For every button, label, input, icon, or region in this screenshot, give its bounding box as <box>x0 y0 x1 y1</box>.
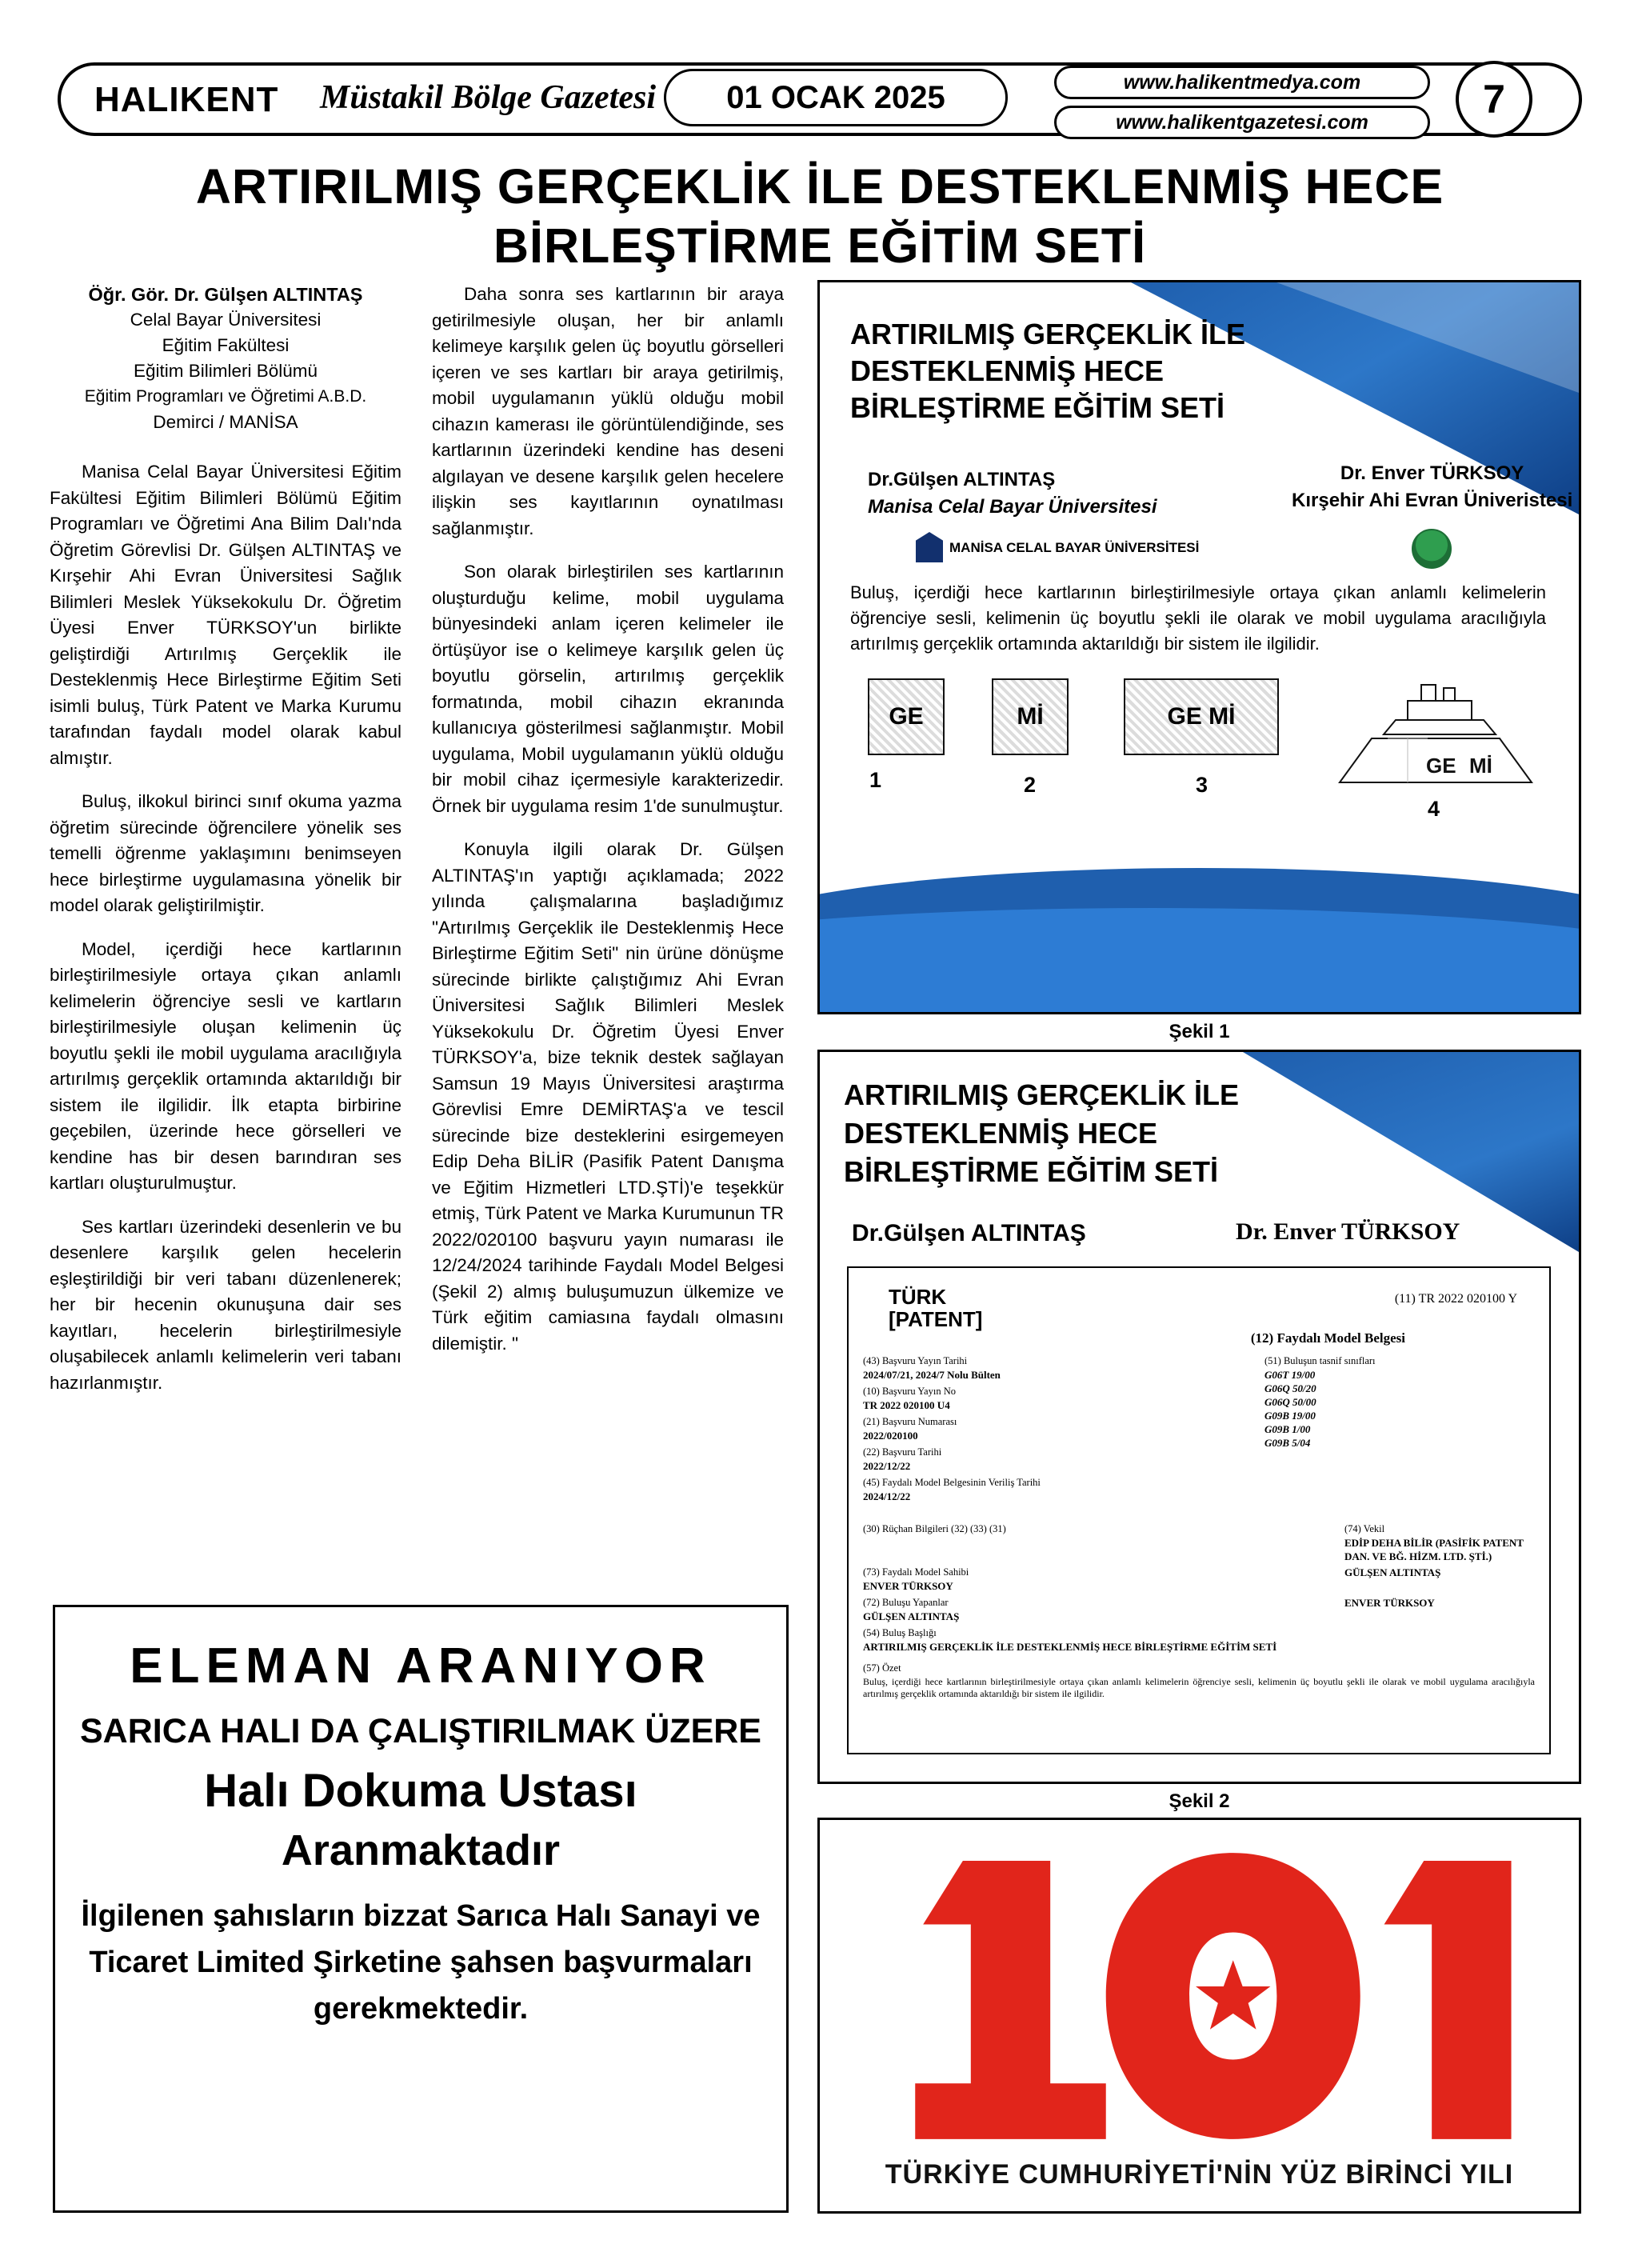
star-icon <box>1196 1960 1270 2029</box>
patent-abstract: Buluş, içerdiği hece kartlarının birleştirilmesiyle ortaya çıkan anlamlı kelimelerin öğrenciye sesli, kelimenin üç boyutlu şekli ile olarak ve mobil uygulama aracılığıyla artırılmış gerçeklik ortamında aktarıldığı bir sistem ile ilgilidir. <box>863 1676 1535 1699</box>
patent-field-label: (21) Başvuru Numarası <box>863 1416 957 1427</box>
ad-body-text: İlgilenen şahısların bizzat Sarıca Halı Sanayi ve Ticaret Limited Şirketine şahsen başvurmaları gerekmektedir. <box>81 1899 761 2026</box>
turk-patent-logo-line-1: TÜRK <box>889 1285 947 1309</box>
digit-one-left <box>915 1861 1105 2139</box>
ship-illustration-number: 4 <box>1428 797 1440 821</box>
patent-field-label: (73) Faydalı Model Sahibi <box>863 1566 969 1578</box>
manisa-university-logo <box>916 532 1199 562</box>
newspaper-title: HALIKENT <box>94 80 279 119</box>
figure-1-author-left-institution: Manisa Celal Bayar Üniversitesi <box>868 496 1157 518</box>
issue-date: 01 OCAK 2025 <box>664 69 1008 126</box>
syllable-card-3: GE Mİ <box>1124 678 1279 755</box>
byline-line-3: Eğitim Fakültesi <box>162 335 290 355</box>
figure-1-card-row <box>852 678 1556 838</box>
syllable-card-3-number: 3 <box>1196 773 1209 797</box>
article-paragraph: Buluş, ilkokul birinci sınıf okuma yazma öğretim sürecinde öğrencilere yönelik ses temelli öğrenme yaklaşımını benimseyen hece birleştirme uygulamasına yönelik bir model olarak geliştirilmiştir. <box>50 791 402 915</box>
patent-class-value: G09B 5/04 <box>1264 1437 1311 1449</box>
byline-line-2: Celal Bayar Üniversitesi <box>130 310 322 330</box>
turk-patent-logo <box>889 1286 982 1330</box>
patent-field-label: (45) Faydalı Model Belgesinin Veriliş Tarihi <box>863 1477 1041 1488</box>
patent-reference-number: (11) TR 2022 020100 Y <box>1394 1292 1517 1306</box>
job-advertisement <box>53 1605 789 2213</box>
patent-field-label: (72) Buluşu Yapanlar <box>863 1597 949 1608</box>
figure-1-title: ARTIRILMIŞ GERÇEKLİK İLE DESTEKLENMİŞ HECE BİRLEŞTİRME EĞİTİM SETİ <box>850 318 1245 424</box>
patent-field-value: ENVER TÜRKSOY <box>863 1580 953 1592</box>
patent-field <box>863 1566 969 1593</box>
byline-line-4: Eğitim Bilimleri Bölümü <box>133 361 318 381</box>
patent-agent <box>1344 1522 1536 1563</box>
byline-line-5: Eğitim Programları ve Öğretimi A.B.D. <box>84 387 367 406</box>
website-url-secondary[interactable]: www.halikentgazetesi.com <box>1054 106 1430 139</box>
ad-headline: ELEMAN ARANIYOR <box>130 1638 712 1694</box>
patent-field-value: GÜLŞEN ALTINTAŞ <box>863 1610 960 1622</box>
decorative-banner-bottom-accent <box>817 908 1581 1014</box>
patent-field-label: (10) Başvuru Yayın No <box>863 1386 956 1397</box>
ad-position-title: Halı Dokuma Ustası <box>204 1765 637 1817</box>
figure-1-caption: Şekil 1 <box>1169 1021 1230 1042</box>
patent-field <box>863 1385 956 1412</box>
article-column-2 <box>432 282 784 1374</box>
patent-field-label: (22) Başvuru Tarihi <box>863 1446 942 1458</box>
patent-class-value: G09B 19/00 <box>1264 1410 1316 1422</box>
patent-classification <box>1264 1354 1376 1450</box>
ahi-evran-university-logo-icon <box>1412 529 1452 569</box>
website-url-primary[interactable]: www.halikentmedya.com <box>1054 66 1430 99</box>
patent-field-label: (43) Başvuru Yayın Tarihi <box>863 1355 968 1366</box>
patent-field <box>863 1476 1041 1503</box>
syllable-card-1: GE <box>868 678 945 755</box>
shield-icon <box>916 532 943 562</box>
patent-field <box>863 1415 957 1442</box>
page-number: 7 <box>1456 61 1532 138</box>
patent-field <box>863 1662 901 1675</box>
ad-position-status: Aranmaktadır <box>281 1826 561 1874</box>
patent-inventor-right <box>1344 1596 1435 1610</box>
syllable-card-2-number: 2 <box>1024 773 1037 797</box>
centenary-caption: TÜRKİYE CUMHURİYETİ'NİN YÜZ BİRİNCİ YILI <box>885 2159 1514 2190</box>
patent-field <box>863 1596 959 1623</box>
centenary-101-graphic <box>820 1820 1579 2164</box>
figure-1-author-left-name: Dr.Gülşen ALTINTAŞ <box>868 469 1056 490</box>
byline <box>50 282 402 435</box>
patent-class-value: G06Q 50/00 <box>1264 1396 1316 1408</box>
svg-text:Mİ: Mİ <box>1469 754 1492 778</box>
centenary-logo <box>817 1818 1581 2214</box>
newspaper-subtitle: Müstakil Bölge Gazetesi <box>320 79 657 116</box>
ship-3d-illustration <box>1332 670 1540 798</box>
patent-classification-label: (51) Buluşun tasnif sınıfları <box>1264 1355 1376 1366</box>
syllable-card-1-number: 1 <box>869 768 882 792</box>
figure-1-abstract: Buluş, içerdiği hece kartlarının birleştirilmesiyle ortaya çıkan anlamlı kelimelerin öğrenciye sesli, kelimenin üç boyutlu şekli ile olarak ve mobil uygulama aracılığıyla artırılmış gerçeklik ortamında aktarıldığı bir sistem ile ilgilidir. <box>850 582 1546 654</box>
patent-owner-right <box>1344 1566 1440 1579</box>
article-paragraph: Model, içerdiği hece kartlarının birleştirilmesiyle ortaya çıkan anlamlı kelimelerin öğrenciye sesli ve kartların birleştirilmesiyle oluşan kelimenin üç boyutlu şekli ile mobil uygulama aracılığıyla artırılmış gerçeklik ortamında aktarıldığı bir sistem ile ilgilidir. İlk etapta birbirine geçebilen, üzerinde hece görselleri ve kendine has bir desen barındıran ses kartları oluşturulmuştur. <box>50 938 402 1193</box>
patent-field <box>863 1446 941 1473</box>
patent-agent-label: (74) Vekil <box>1344 1523 1385 1534</box>
patent-field-value: 2022/020100 <box>863 1430 918 1442</box>
figure-2 <box>817 1050 1581 1784</box>
byline-author: Öğr. Gör. Dr. Gülşen ALTINTAŞ <box>88 284 363 305</box>
patent-field-value: ARTIRILMIŞ GERÇEKLİK İLE DESTEKLENMİŞ HECE BİRLEŞTİRME EĞİTİM SETİ <box>863 1641 1277 1653</box>
patent-document-type: (12) Faydalı Model Belgesi <box>1250 1330 1405 1346</box>
patent-field-value: 2022/12/22 <box>863 1460 911 1472</box>
manisa-university-logo-text: MANİSA CELAL BAYAR ÜNİVERSİTESİ <box>949 539 1200 555</box>
turk-patent-logo-line-2: [PATENT] <box>889 1307 983 1331</box>
patent-field <box>863 1354 1001 1382</box>
article-paragraph: Son olarak birleştirilen ses kartlarının oluşturduğu kelime, mobil uygulama bünyesindeki anlam içeren kelimeler ile örtüşüyor ise o kelimeye karşılık gelen üç boyutlu görselin, artırılmış gerçeklik formatında, mobil cihazın ekranında kullanıcıya gösterilmesi sağlanmıştır. Mobil uygulama, Mobil uygulamanın yüklü olduğu bir mobil cihaz içermesiyle karakterizedir. Örnek bir uygulama resim 1'de sunulmuştur. <box>432 562 784 816</box>
patent-field-label: (54) Buluş Başlığı <box>863 1627 937 1638</box>
syllable-card-2: Mİ <box>992 678 1069 755</box>
figure-2-title: ARTIRILMIŞ GERÇEKLİK İLE DESTEKLENMİŞ HECE BİRLEŞTİRME EĞİTİM SETİ <box>844 1078 1239 1188</box>
article-headline: ARTIRILMIŞ GERÇEKLİK İLE DESTEKLENMİŞ HECE BİRLEŞTİRME EĞİTİM SETİ <box>195 159 1444 273</box>
figure-1-author-right <box>1292 460 1572 514</box>
figure-1-author-right-name: Dr. Enver TÜRKSOY <box>1340 462 1524 484</box>
digit-one-right <box>1384 1861 1512 2139</box>
figure-1-author-left <box>868 466 1157 521</box>
patent-class-value: G06Q 50/20 <box>1264 1382 1316 1394</box>
article-paragraph: Konuyla ilgili olarak Dr. Gülşen ALTINTAŞ'ın yaptığı açıklamada; 2022 yılında çalışmalarına başladığımız "Artırılmış Gerçeklik ile Desteklenmiş Hece Birleştirme Eğitim Seti" nin ürüne dönüşme sürecinde birlikte çalıştığımız Ahi Evran Üniversitesi Sağlık Bilimleri Meslek Yüksekokulu Dr. Öğretim Üyesi Enver TÜRKSOY'a, bize teknik destek sağlayan Samsun 19 Mayıs Üniversitesi araştırma Görevlisi Emre DEMİRTAŞ'a ve tescil sürecinde bize desteklerini esirgemeyen Edip Deha BİLİR (Pasifik Patent Danışma ve Eğitim Hizmetleri LTD.ŞTİ)'e teşekkür etmiş, Türk Patent ve Marka Kurumunun TR 2022/020100 başvuru yayın numarası ile 12/24/2024 tarihinde Faydalı Model Belgesi (Şekil 2) almış buluşumuzun ülkemize ve Türk eğitim camiasına faydalı olmasını dilemiştir. " <box>432 839 784 1354</box>
figure-2-caption: Şekil 2 <box>1169 1790 1230 1812</box>
svg-text:GE: GE <box>1426 754 1456 778</box>
patent-class-value: G06T 19/00 <box>1264 1369 1316 1381</box>
patent-field-value: TR 2022 020100 U4 <box>863 1399 950 1411</box>
patent-agent-value: EDİP DEHA BİLİR (PASİFİK PATENT DAN. VE BĞ. HİZM. LTD. ŞTİ.) <box>1344 1537 1524 1562</box>
patent-inventor-right-value: ENVER TÜRKSOY <box>1344 1597 1435 1609</box>
patent-class-value: G09B 1/00 <box>1264 1423 1311 1435</box>
figure-2-author-left: Dr.Gülşen ALTINTAŞ <box>852 1220 1086 1246</box>
patent-certificate <box>847 1266 1551 1754</box>
patent-owner-right-value: GÜLŞEN ALTINTAŞ <box>1344 1566 1441 1578</box>
patent-field-value: 2024/07/21, 2024/7 Nolu Bülten <box>863 1369 1001 1381</box>
ad-subheadline: SARICA HALI DA ÇALIŞTIRILMAK ÜZERE <box>79 1712 761 1750</box>
patent-field <box>863 1626 1527 1654</box>
patent-field-label: (30) Rüçhan Bilgileri (32) (33) (31) <box>863 1523 1006 1534</box>
patent-field <box>863 1522 1006 1536</box>
figure-1-author-right-institution: Kırşehir Ahi Evran Üniveristesi <box>1292 490 1573 511</box>
figure-1 <box>817 280 1581 1014</box>
article-paragraph: Ses kartları üzerindeki desenlerin ve bu desenlere karşılık gelen hecelerin eşleştirildiği bir veri tabanı düzenlenerek; her bir hecenin okunuşuna dair ses kayıtları, hecelerin birleştirilmesiyle oluşabilecek anlamlı kelimelerin veri tabanı hazırlanmıştır. <box>50 1216 402 1393</box>
patent-field-label: (57) Özet <box>863 1662 901 1674</box>
article-paragraph: Manisa Celal Bayar Üniversitesi Eğitim Fakültesi Eğitim Bilimleri Bölümü Eğitim Programları ve Öğretimi Ana Bilim Dalı'nda Öğretim Görevlisi Dr. Gülşen ALTINTAŞ ve Kırşehir Ahi Evran Üniversitesi Sağlık Bilimleri Meslek Yüksekokulu Dr. Öğretim Üyesi Enver TÜRKSOY'un birlikte geliştirdiği Artırılmış Gerçeklik ile Desteklenmiş Hece Birleştirme Eğitim Seti isimli buluş, Türk Patent ve Marka Kurumu tarafından faydalı model olarak kabul almıştır. <box>50 462 402 768</box>
byline-line-6: Demirci / MANİSA <box>153 412 298 432</box>
patent-field-value: 2024/12/22 <box>863 1490 911 1502</box>
article-column-1 <box>50 282 402 1414</box>
article-paragraph: Daha sonra ses kartlarının bir araya getirilmesiyle oluşan, her bir anlamlı kelimeye karşılık gelen üç boyutlu görselleri içeren ve ses kartları bir araya getirilmiş, mobil uygulamanın yüklü olduğu mobil cihazın kamerası ile görüntülendiğinde, ses kartlarının üzerindeki kendine has deseni algılayan ve desene karşılık gelen hecelere ilişkin ses kayıtlarının oynatılması sağlanmıştır. <box>432 284 784 538</box>
figure-2-author-right: Dr. Enver TÜRKSOY <box>1236 1218 1460 1245</box>
